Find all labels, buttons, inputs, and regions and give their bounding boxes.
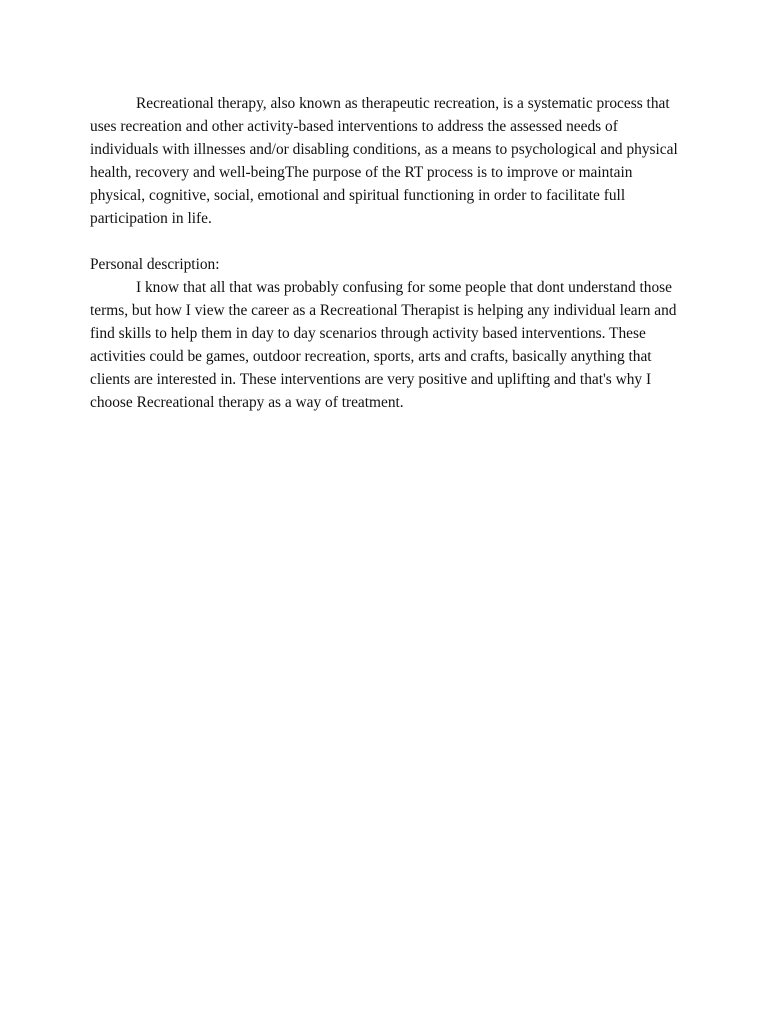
document-body (90, 92, 680, 414)
intro-paragraph: Recreational therapy, also known as therapeutic recreation, is a systematic process that uses recreation and other activity-based interventions to address the assessed needs of individuals with illnesses and/or disabling conditions, as a means to psychological and physical health, recovery and well-beingThe purpose of the RT process is to improve or maintain physical, cognitive, social, emotional and spiritual functioning in order to facilitate full participation in life. (90, 95, 678, 227)
personal-description-paragraph: I know that all that was probably confusing for some people that dont understand those terms, but how I view the career as a Recreational Therapist is helping any individual learn and find skills to help them in day to day scenarios through activity based interventions. These activities could be games, outdoor recreation, sports, arts and crafts, basically anything that clients are interested in. These interventions are very positive and uplifting and that's why I choose Recreational therapy as a way of treatment. (90, 279, 677, 411)
section-heading: Personal description: (90, 256, 220, 273)
